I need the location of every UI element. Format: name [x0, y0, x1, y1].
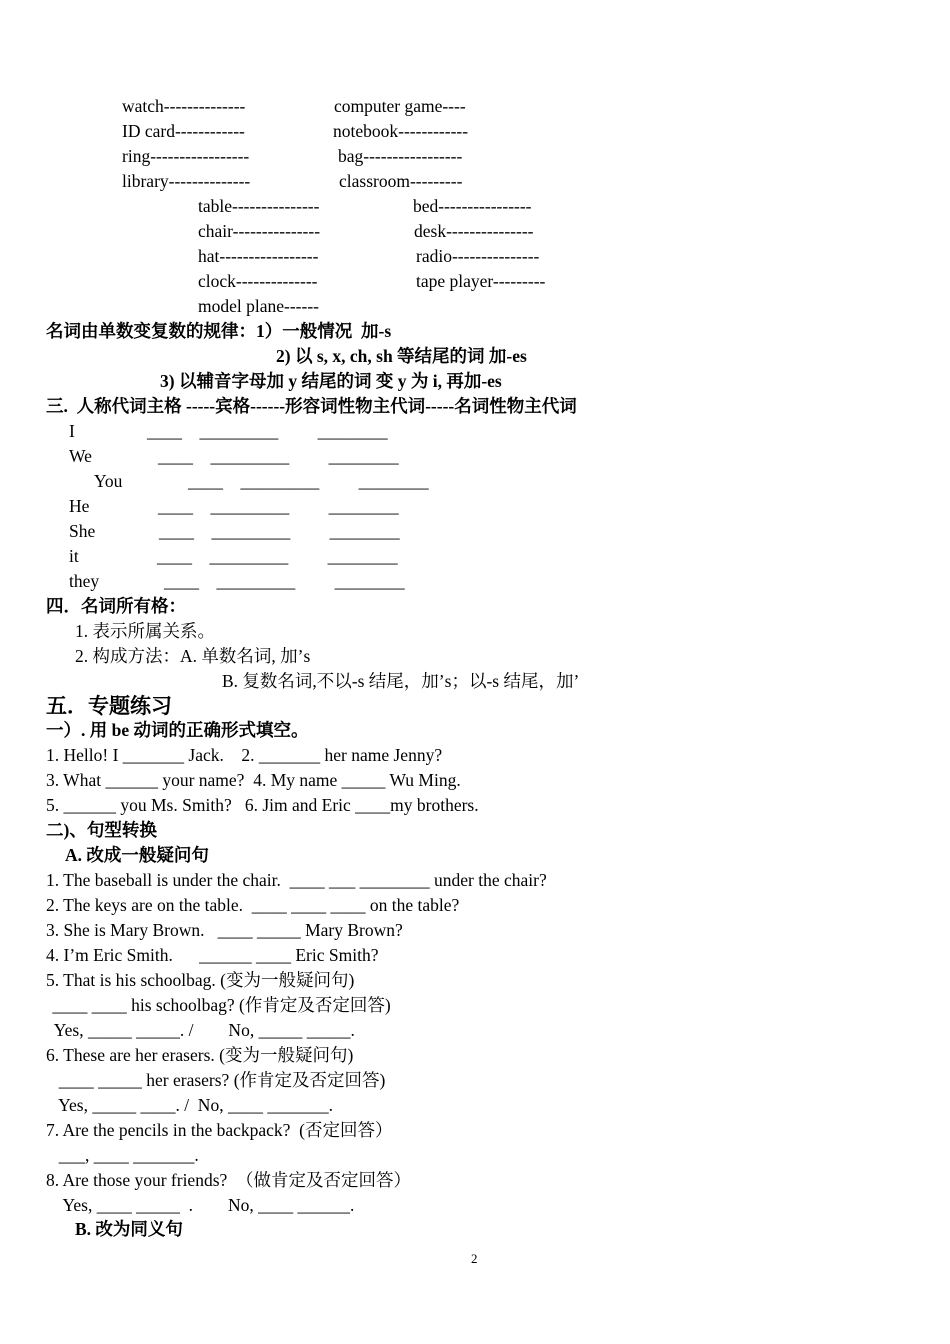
vocab-right-3: bag-----------------: [338, 146, 463, 166]
vocab-right-8: tape player---------: [416, 271, 546, 291]
transform-line-4: 4. I’m Eric Smith. ______ ____ Eric Smith?: [46, 945, 379, 965]
possessive-point-1: 1. 表示所属关系。: [75, 621, 215, 641]
vocab-left-4: library--------------: [122, 171, 251, 191]
pronoun-blanks-it: ____ _________ ________: [157, 546, 398, 566]
pronoun-word-she: She: [69, 521, 96, 541]
possessive-point-2: 2. 构成方法：A. 单数名词, 加’s: [75, 646, 311, 666]
vocab-left-3: ring-----------------: [122, 146, 250, 166]
transform-line-7: Yes, _____ _____. / No, _____ _____.: [50, 1020, 355, 1040]
practice-sub-b: B. 改为同义句: [75, 1219, 183, 1239]
transform-line-5: 5. That is his schoolbag. (变为一般疑问句): [46, 970, 355, 990]
transform-line-3: 3. She is Mary Brown. ____ _____ Mary Brown?: [46, 920, 403, 940]
practice-question-1: 1. Hello! I _______ Jack. 2. _______ her name Jenny?: [46, 745, 443, 765]
practice-question-2: 3. What ______ your name? 4. My name _____ Wu Ming.: [46, 770, 461, 790]
pronoun-blanks-she: ____ _________ ________: [159, 521, 400, 541]
pronoun-word-you: You: [94, 471, 123, 491]
pronoun-word-they: they: [69, 571, 100, 591]
vocab-right-1: computer game----: [334, 96, 466, 116]
plural-rule-3: 3) 以辅音字母加 y 结尾的词 变 y 为 i, 再加-es: [160, 371, 502, 391]
transform-line-10: Yes, _____ ____. / No, ____ _______.: [50, 1095, 333, 1115]
possessive-heading: 四．名词所有格：: [46, 596, 186, 616]
plural-rule-2: 2) 以 s, x, ch, sh 等结尾的词 加-es: [276, 346, 527, 366]
transform-line-1: 1. The baseball is under the chair. ____ ___ ________ under the chair?: [46, 870, 547, 890]
pronoun-word-it: it: [69, 546, 79, 566]
transform-line-8: 6. These are her erasers. (变为一般疑问句): [46, 1045, 354, 1065]
practice-heading: 五．专题练习: [46, 694, 172, 718]
pronoun-blanks-we: ____ _________ ________: [158, 446, 399, 466]
practice-sub-a: A. 改成一般疑问句: [65, 845, 209, 865]
pronoun-word-i: I: [69, 421, 75, 441]
transform-line-9: ____ _____ her erasers? (作肯定及否定回答): [50, 1070, 386, 1090]
vocab-right-7: radio---------------: [416, 246, 540, 266]
page-number: 2: [471, 1251, 478, 1266]
transform-line-12: ___, ____ _______.: [50, 1145, 199, 1165]
pronoun-blanks-i: ____ _________ ________: [147, 421, 388, 441]
vocab-left-7: hat-----------------: [198, 246, 319, 266]
vocab-right-4: classroom---------: [339, 171, 463, 191]
vocab-left-8: clock--------------: [198, 271, 318, 291]
practice-question-3: 5. ______ you Ms. Smith? 6. Jim and Eric ____my brothers.: [46, 795, 479, 815]
vocab-left-6: chair---------------: [198, 221, 321, 241]
transform-line-14: Yes, ____ _____ . No, ____ ______.: [50, 1195, 355, 1215]
transform-line-11: 7. Are the pencils in the backpack? (否定回答）: [46, 1120, 393, 1140]
transform-line-2: 2. The keys are on the table. ____ ____ ____ on the table?: [46, 895, 460, 915]
vocab-left-2: ID card------------: [122, 121, 245, 141]
pronoun-word-we: We: [69, 446, 92, 466]
transform-line-6: ____ ____ his schoolbag? (作肯定及否定回答): [48, 995, 391, 1015]
vocab-right-5: bed----------------: [413, 196, 532, 216]
possessive-point-3: B. 复数名词,不以-s 结尾，加’s；以-s 结尾，加’: [222, 671, 580, 691]
vocab-left-5: table---------------: [198, 196, 320, 216]
vocab-right-2: notebook------------: [333, 121, 469, 141]
plural-rule-1: 名词由单数变复数的规律：1）一般情况 加-s: [46, 321, 392, 341]
vocab-left-1: watch--------------: [122, 96, 246, 116]
pronoun-blanks-you: ____ _________ ________: [188, 471, 429, 491]
practice-part-1-title: 一）. 用 be 动词的正确形式填空。: [46, 720, 309, 740]
pronoun-heading: 三. 人称代词主格 -----宾格------形容词性物主代词-----名词性物主代词: [46, 396, 577, 416]
pronoun-blanks-he: ____ _________ ________: [158, 496, 399, 516]
transform-line-13: 8. Are those your friends? （做肯定及否定回答）: [46, 1170, 412, 1190]
vocab-right-6: desk---------------: [414, 221, 534, 241]
pronoun-word-he: He: [69, 496, 90, 516]
practice-part-2-title: 二)、句型转换: [46, 820, 157, 840]
pronoun-blanks-they: ____ _________ ________: [164, 571, 405, 591]
vocab-left-9: model plane------: [198, 296, 319, 316]
